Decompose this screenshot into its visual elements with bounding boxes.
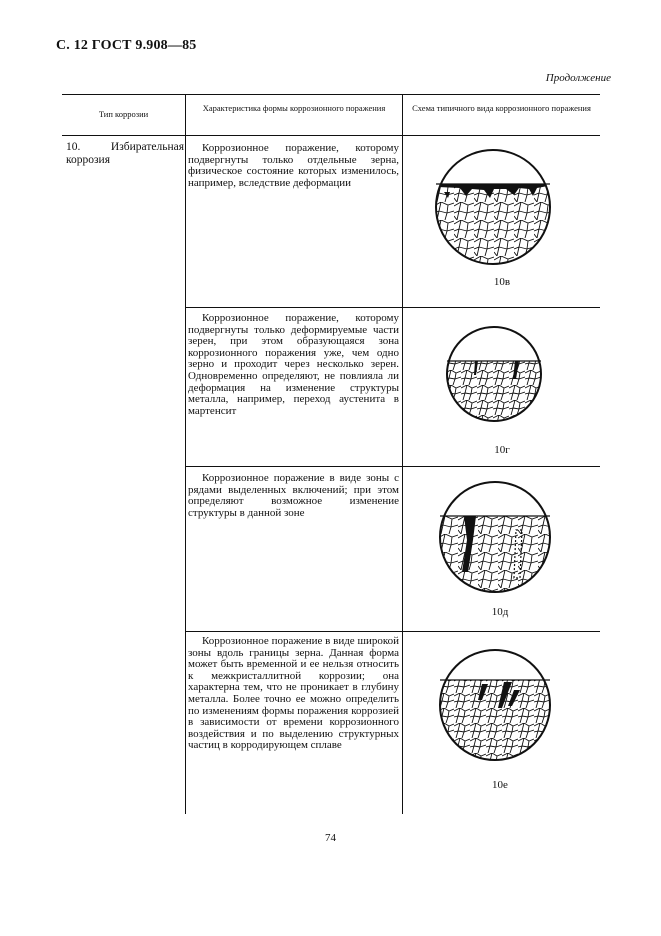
column-divider-2: [402, 94, 403, 814]
table-top-rule: [62, 94, 600, 95]
caption-10d: 10д: [491, 606, 509, 618]
caption-10v: 10в: [493, 276, 511, 288]
description-10g: Коррозионное поражение, которому подвергнуты только деформируемые части зерен, при этом образующаяся зона коррозионного поражения уже, чем одно зерно и проходит через несколько зерен. Одновременно определяют, не повлияла ли деформация на изменение структуры металла, например, переход аустенита в мартенсит: [188, 312, 399, 417]
corrosion-type-word2: коррозия: [66, 154, 110, 166]
description-10d: Коррозионное поражение в виде зоны с рядами выделенных включений; при этом определяют возможное изменение структуры в данной зоне: [188, 472, 399, 519]
description-10v: Коррозионное поражение, которому подвергнуты только отдельные зерна, физическое состояние которых изменилось, например, вследствие деформации: [188, 142, 399, 189]
row-divider-1: [185, 307, 600, 308]
corrosion-type-word1: Избирательная: [110, 141, 184, 153]
description-10e: Коррозионное поражение в виде широкой зоны вдоль границы зерна. Данная форма может быть временной и ее нельзя относить к межкристаллитной коррозии; она характерна тем, что не проникает в глубину металла. Более точно ее можно определить по изменениям формы поражения коррозией в зависимости от времени коррозионного воздействия и по выделению структурных частиц в корродирующем сплаве: [188, 635, 399, 752]
row-divider-2: [185, 466, 600, 467]
figure-10e: [438, 648, 552, 762]
page-number: 74: [325, 832, 336, 844]
corrosion-type-number: 10.: [66, 141, 81, 153]
column-header-type: Тип коррозии: [98, 109, 149, 119]
page-header: С. 12 ГОСТ 9.908—85: [56, 38, 197, 53]
row-divider-3: [185, 631, 600, 632]
column-divider-1: [185, 94, 186, 814]
continuation-label: Продолжение: [545, 72, 611, 84]
caption-10g: 10г: [494, 444, 510, 456]
figure-10g: [445, 325, 543, 423]
caption-10e: 10е: [492, 779, 508, 791]
column-header-scheme: Схема типичного вида коррозионного поражения: [412, 103, 591, 113]
figure-10d: [438, 480, 552, 594]
table-header-rule: [62, 135, 600, 136]
figure-10v: [434, 148, 552, 266]
column-header-characteristic: Характеристика формы коррозионного поражения: [202, 103, 386, 113]
corrosion-type-cell: [66, 141, 184, 167]
